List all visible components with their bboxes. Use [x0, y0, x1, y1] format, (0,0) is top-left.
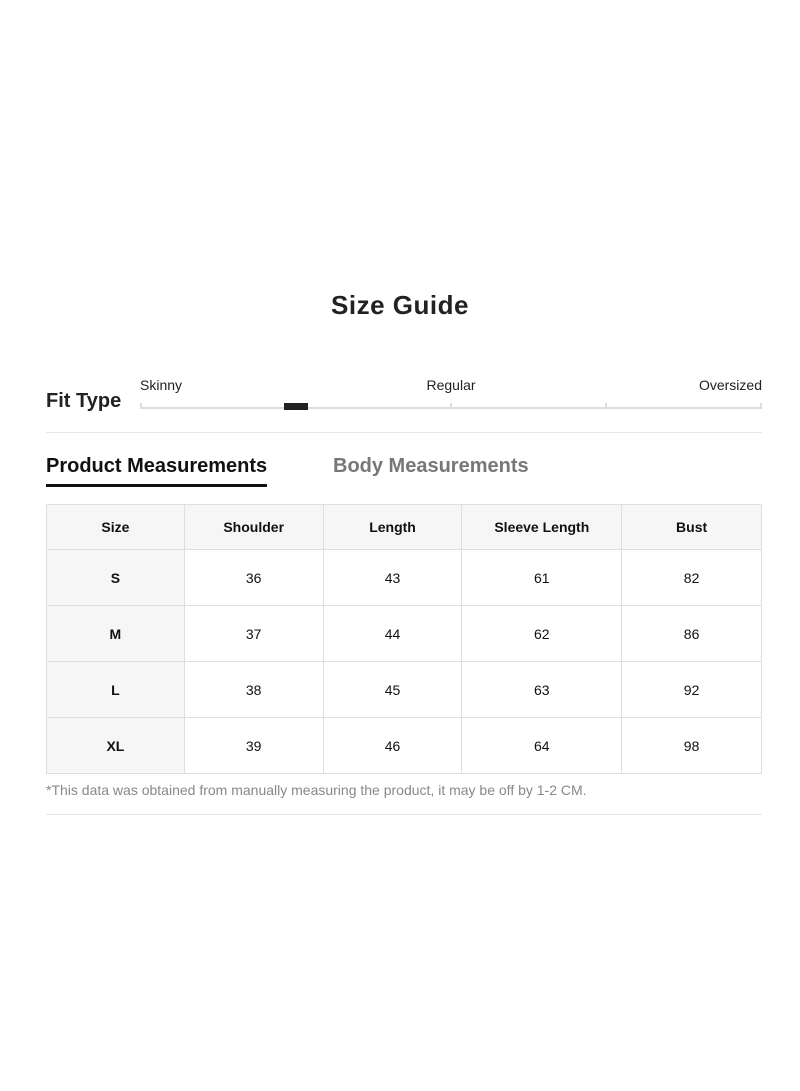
fit-type-section	[46, 372, 762, 433]
table-cell: 36	[184, 550, 323, 606]
table-cell: 86	[622, 606, 762, 662]
scale-tick	[140, 403, 142, 409]
measurement-note: *This data was obtained from manually measuring the product, it may be off by 1-2 CM.	[46, 782, 762, 815]
scale-label-skinny: Skinny	[140, 377, 183, 393]
table-cell: 46	[323, 718, 462, 774]
table-header-row	[47, 505, 762, 550]
table-row	[47, 662, 762, 718]
table-cell: 61	[462, 550, 622, 606]
table-cell: 64	[462, 718, 622, 774]
scale-label-oversized: Oversized	[698, 377, 762, 393]
column-header-shoulder: Shoulder	[184, 505, 323, 550]
table-cell: 98	[622, 718, 762, 774]
size-cell: S	[47, 550, 185, 606]
table-cell: 38	[184, 662, 323, 718]
scale-tick	[605, 403, 607, 409]
size-cell: L	[47, 662, 185, 718]
scale-label-regular: Regular	[426, 377, 476, 393]
column-header-bust: Bust	[622, 505, 762, 550]
table-cell: 44	[323, 606, 462, 662]
fit-type-scale	[140, 372, 762, 422]
column-header-sleeve-length: Sleeve Length	[462, 505, 622, 550]
fit-type-label: Fit Type	[46, 390, 122, 412]
column-header-length: Length	[323, 505, 462, 550]
table-cell: 63	[462, 662, 622, 718]
table-cell: 37	[184, 606, 323, 662]
size-cell: XL	[47, 718, 185, 774]
scale-tick	[760, 403, 762, 409]
page-title: Size Guide	[331, 290, 469, 320]
fit-type-marker	[284, 403, 308, 410]
table-cell: 92	[622, 662, 762, 718]
tab-product-measurements[interactable]: Product Measurements	[46, 455, 267, 487]
measurement-tabs	[46, 455, 762, 489]
table-cell: 43	[323, 550, 462, 606]
table-cell: 39	[184, 718, 323, 774]
table-cell: 62	[462, 606, 622, 662]
size-table	[46, 504, 762, 774]
tab-body-measurements[interactable]: Body Measurements	[333, 455, 529, 477]
table-cell: 45	[323, 662, 462, 718]
table-row	[47, 550, 762, 606]
table-row	[47, 606, 762, 662]
size-cell: M	[47, 606, 185, 662]
table-row	[47, 718, 762, 774]
scale-tick	[450, 403, 452, 409]
column-header-size: Size	[47, 505, 185, 550]
table-cell: 82	[622, 550, 762, 606]
